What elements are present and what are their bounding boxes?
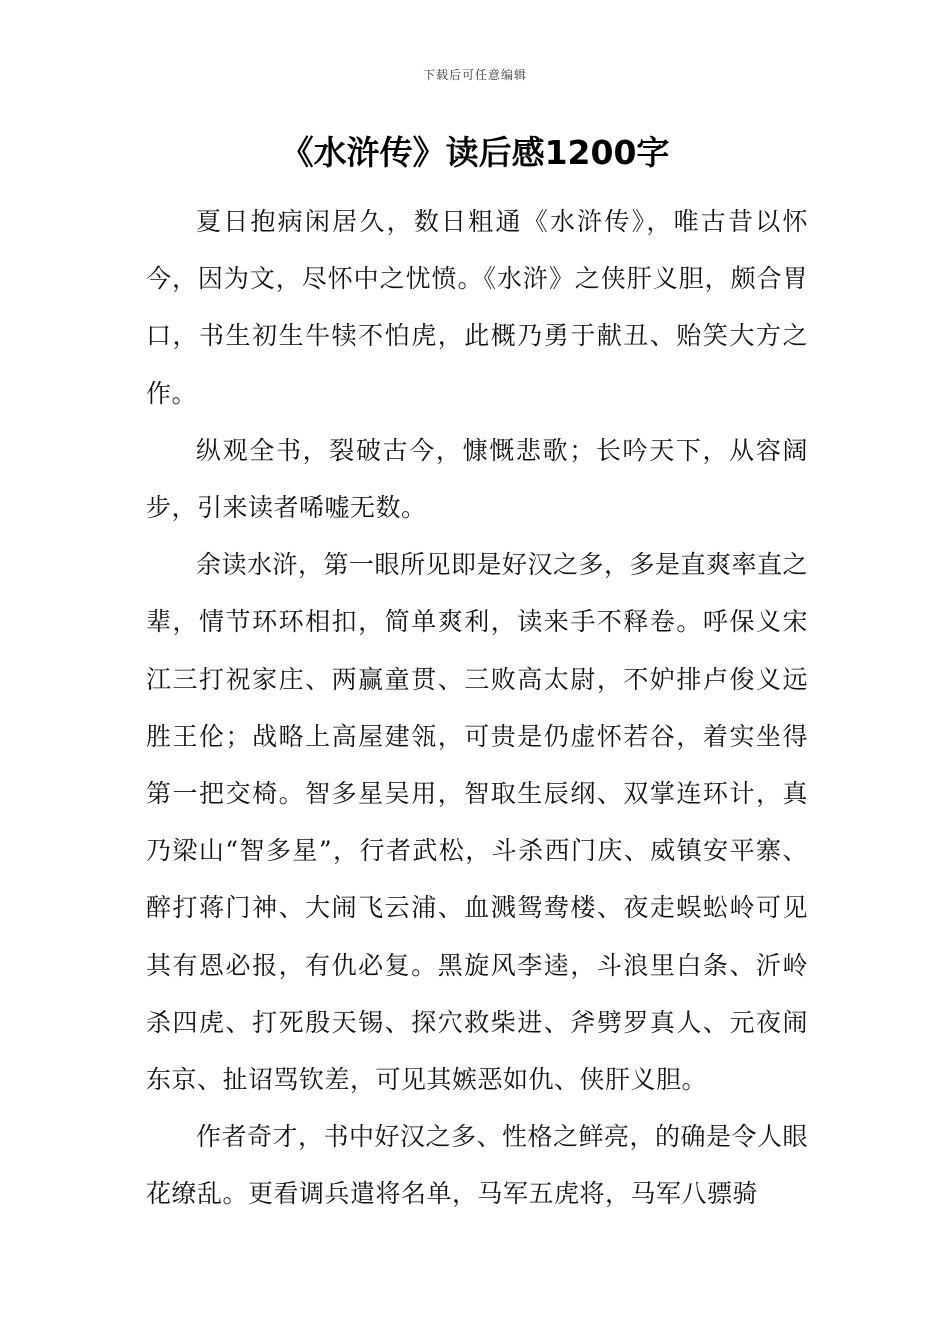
header-note: 下载后可任意编辑 — [422, 68, 527, 82]
paragraph: 作者奇才，书中好汉之多、性格之鲜亮，的确是令人眼花缭乱。更看调兵遣将名单，马军五虎将，马军八骠骑 — [146, 1122, 809, 1209]
document-body — [146, 193, 808, 1223]
paragraph: 夏日抱病闲居久，数日粗通《水浒传》，唯古昔以怀今，因为文，尽怀中之忧愤。《水浒》之侠肝义胆，颇合胃口，书生初生牛犊不怕虎，此概乃勇于献丑、贻笑大方之作。 — [146, 207, 808, 408]
paragraph: 纵观全书，裂破古今，慷慨悲歌；长吟天下，从容阔步，引来读者唏嘘无数。 — [146, 435, 808, 523]
paragraph: 余读水浒，第一眼所见即是好汉之多，多是直爽率直之辈，情节环环相扣，简单爽利，读来手不释卷。呼保义宋江三打祝家庄、两赢童贯、三败高太尉，不妒排卢俊义远胜王伦；战略上高屋建瓴，可贵是仍虚怀若谷，着实坐得第一把交椅。智多星吴用，智取生辰纲、双掌连环计，真乃梁山“智多星”，行者武松，斗杀西门庆、威镇安平寨、醉打蒋门神、大闹飞云浦、血溅鸳鸯楼、夜走蜈蚣岭可见其有恩必报，有仇必复。黑旋风李逵，斗浪里白条、沂岭杀四虎、打死殷天锡、探穴救柴进、斧劈罗真人、元夜闹东京、扯诏骂钦差，可见其嫉恶如仇、侠肝义胆。 — [146, 550, 809, 1095]
document-title: 《水浒传》读后感1200字 — [280, 133, 670, 172]
